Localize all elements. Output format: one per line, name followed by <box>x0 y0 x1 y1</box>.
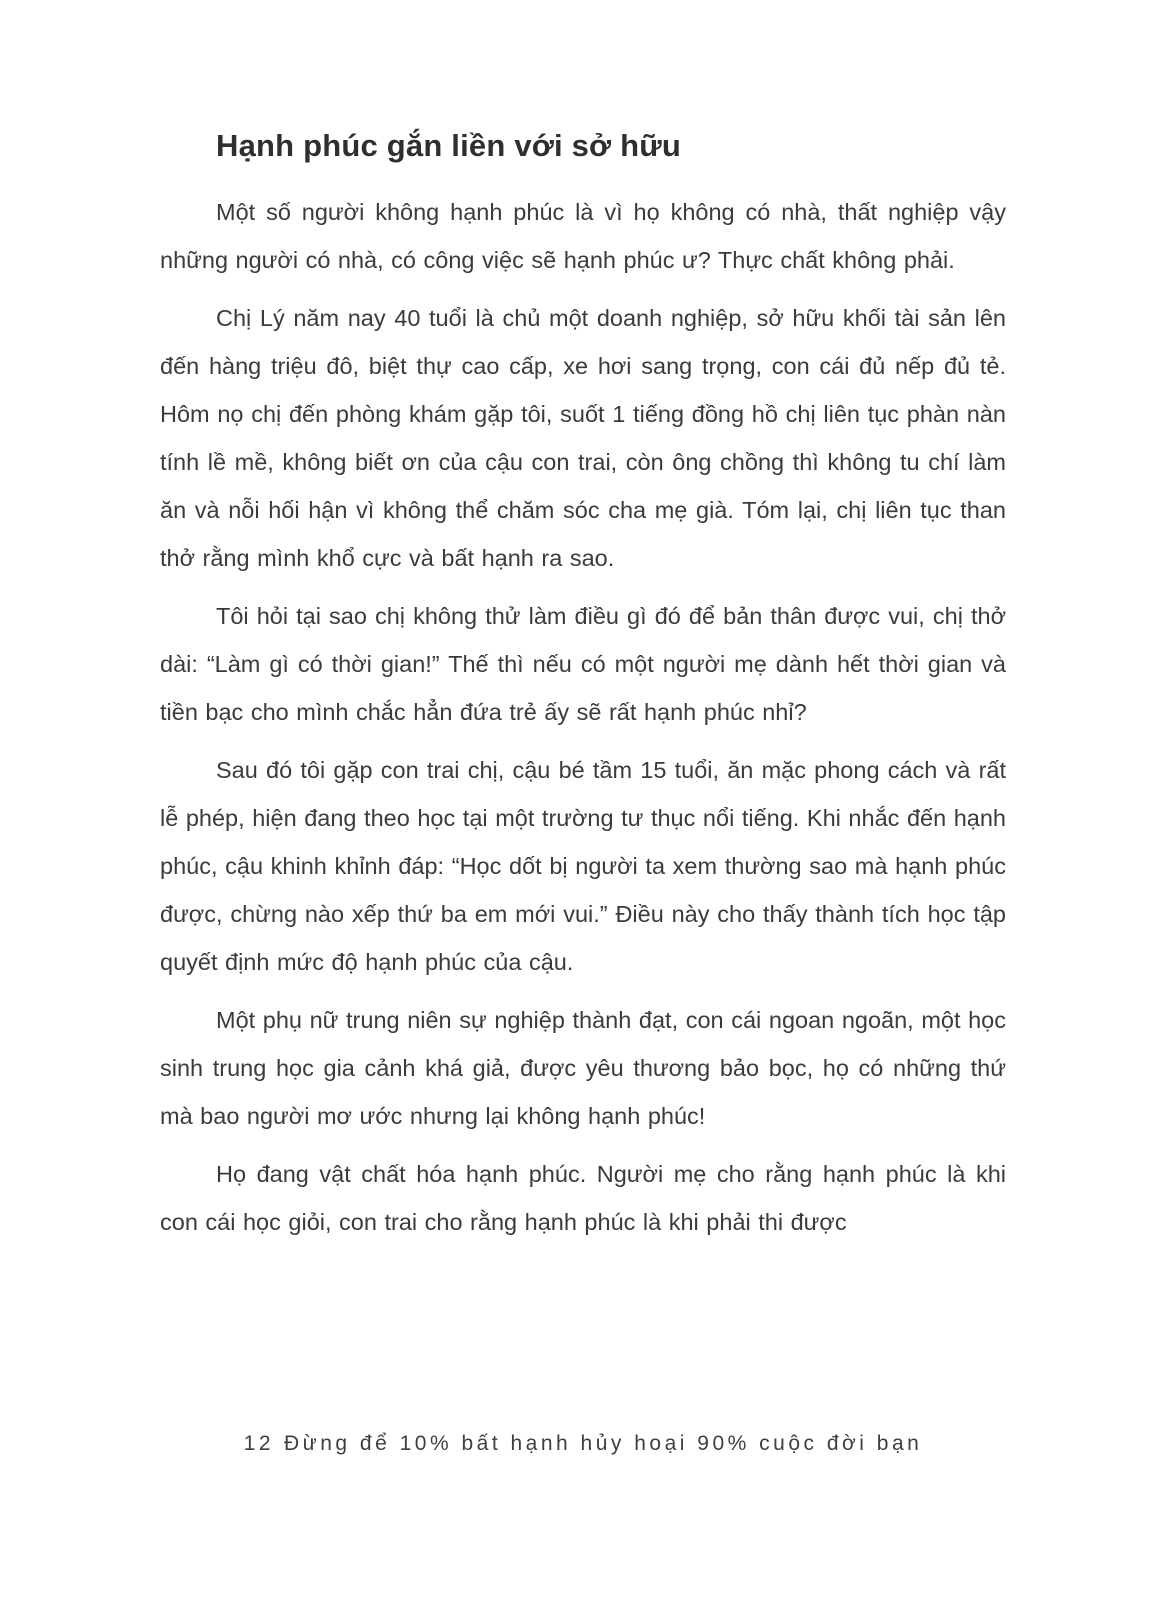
page-content <box>160 128 1006 1256</box>
paragraph: Một số người không hạnh phúc là vì họ không có nhà, thất nghiệp vậy những người có nhà, có công việc sẽ hạnh phúc ư? Thực chất không phải. <box>160 199 1006 273</box>
paragraph: Họ đang vật chất hóa hạnh phúc. Người mẹ cho rằng hạnh phúc là khi con cái học giỏi, con trai cho rằng hạnh phúc là khi phải thi được <box>160 1161 1006 1235</box>
paragraph: Chị Lý năm nay 40 tuổi là chủ một doanh nghiệp, sở hữu khối tài sản lên đến hàng triệu đô, biệt thự cao cấp, xe hơi sang trọng, con cái đủ nếp đủ tẻ. Hôm nọ chị đến phòng khám gặp tôi, suốt 1 tiếng đồng hồ chị liên tục phàn nàn tính lề mề, không biết ơn của cậu con trai, còn ông chồng thì không tu chí làm ăn và nỗi hối hận vì không thể chăm sóc cha mẹ già. Tóm lại, chị liên tục than thở rằng mình khổ cực và bất hạnh ra sao. <box>160 305 1006 571</box>
chapter-title: Hạnh phúc gắn liền với sở hữu <box>216 128 682 163</box>
paragraph: Sau đó tôi gặp con trai chị, cậu bé tầm 15 tuổi, ăn mặc phong cách và rất lễ phép, hiện đang theo học tại một trường tư thục nổi tiếng. Khi nhắc đến hạnh phúc, cậu khinh khỉnh đáp: “Học dốt bị người ta xem thường sao mà hạnh phúc được, chừng nào xếp thứ ba em mới vui.” Điều này cho thấy thành tích học tập quyết định mức độ hạnh phúc của cậu. <box>160 757 1006 975</box>
page-number: 12 <box>243 1432 274 1455</box>
page-footer <box>160 1432 1006 1456</box>
footer-book-title: Đừng để 10% bất hạnh hủy hoại 90% cuộc đời bạn <box>284 1432 923 1455</box>
paragraph: Một phụ nữ trung niên sự nghiệp thành đạt, con cái ngoan ngoãn, một học sinh trung học gia cảnh khá giả, được yêu thương bảo bọc, họ có những thứ mà bao người mơ ước nhưng lại không hạnh phúc! <box>160 1007 1006 1129</box>
paragraph: Tôi hỏi tại sao chị không thử làm điều gì đó để bản thân được vui, chị thở dài: “Làm gì có thời gian!” Thế thì nếu có một người mẹ dành hết thời gian và tiền bạc cho mình chắc hẳn đứa trẻ ấy sẽ rất hạnh phúc nhỉ? <box>160 603 1006 725</box>
